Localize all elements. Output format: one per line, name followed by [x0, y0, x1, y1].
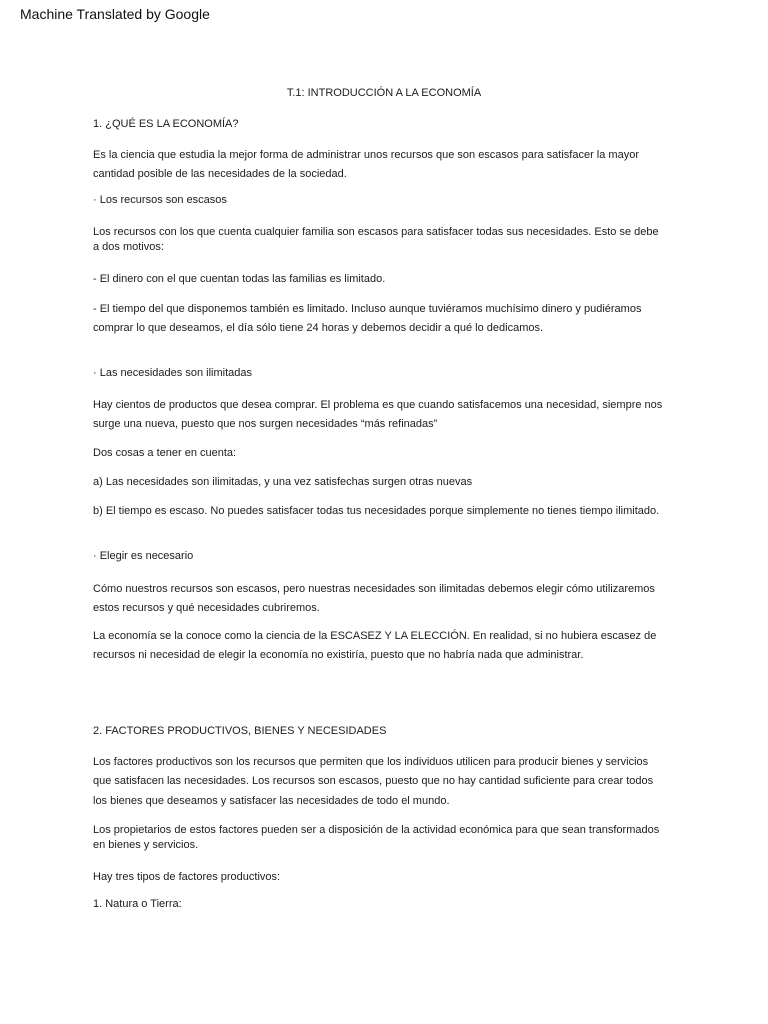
- paragraph-line: b) El tiempo es escaso. No puedes satisfacer todas tus necesidades porque simplemente no tienes tiempo ilimitado.: [93, 505, 660, 517]
- paragraph-line: - El tiempo del que disponemos también es limitado. Incluso aunque tuviéramos muchísimo dinero y pudiéramos: [93, 303, 642, 315]
- paragraph-line: cantidad posible de las necesidades de la sociedad.: [93, 168, 347, 180]
- section-heading-2: 2. FACTORES PRODUCTIVOS, BIENES Y NECESIDADES: [93, 725, 387, 737]
- paragraph-line: Los recursos con los que cuenta cualquier familia son escasos para satisfacer todas sus necesidades. Esto se debe: [93, 226, 659, 238]
- paragraph-line: recursos ni necesidad de elegir la economía no existiría, puesto que no habría nada que administrar.: [93, 649, 584, 661]
- paragraph-line: Es la ciencia que estudia la mejor forma de administrar unos recursos que son escasos para satisfacer la mayor: [93, 149, 639, 161]
- paragraph-line: Hay tres tipos de factores productivos:: [93, 871, 281, 883]
- paragraph-line: en bienes y servicios.: [93, 839, 199, 851]
- paragraph-line: estos recursos y qué necesidades cubriremos.: [93, 602, 320, 614]
- bullet-heading-choose: · Elegir es necesario: [93, 550, 194, 562]
- paragraph-line: a dos motivos:: [93, 241, 164, 253]
- paragraph-line: Dos cosas a tener en cuenta:: [93, 447, 237, 459]
- machine-translated-label: Machine Translated by Google: [20, 6, 210, 22]
- subheading-nature: 1. Natura o Tierra:: [93, 898, 182, 910]
- paragraph-line: Los factores productivos son los recursos que permiten que los individuos utilicen para producir bienes y servicios: [93, 756, 649, 768]
- paragraph-line: que satisfacen las necesidades. Los recursos son escasos, puesto que no hay cantidad suficiente para crear todos: [93, 775, 654, 787]
- paragraph-line: los bienes que deseamos y satisfacer las necesidades de todo el mundo.: [93, 795, 450, 807]
- paragraph-line: Hay cientos de productos que desea comprar. El problema es que cuando satisfacemos una necesidad, siempre nos: [93, 399, 663, 411]
- paragraph-line: a) Las necesidades son ilimitadas, y una vez satisfechas surgen otras nuevas: [93, 476, 473, 488]
- document-title: T.1: INTRODUCCIÓN A LA ECONOMÍA: [286, 87, 482, 99]
- bullet-heading-scarce: · Los recursos son escasos: [93, 194, 227, 206]
- bullet-heading-needs: · Las necesidades son ilimitadas: [93, 367, 252, 379]
- paragraph-line: Cómo nuestros recursos son escasos, pero nuestras necesidades son ilimitadas debemos elegir cómo utilizaremos: [93, 583, 655, 595]
- paragraph-line: La economía se la conoce como la ciencia de la ESCASEZ Y LA ELECCIÓN. En realidad, si no hubiera escasez de: [93, 630, 657, 642]
- paragraph-line: - El dinero con el que cuentan todas las familias es limitado.: [93, 273, 386, 285]
- paragraph-line: surge una nueva, puesto que nos surgen necesidades “más refinadas”: [93, 418, 438, 430]
- paragraph-line: Los propietarios de estos factores pueden ser a disposición de la actividad económica para que sean transformados: [93, 824, 660, 836]
- section-heading-1: 1. ¿QUÉ ES LA ECONOMÍA?: [93, 118, 239, 130]
- paragraph-line: comprar lo que deseamos, el día sólo tiene 24 horas y debemos decidir a qué lo dedicamos.: [93, 322, 544, 334]
